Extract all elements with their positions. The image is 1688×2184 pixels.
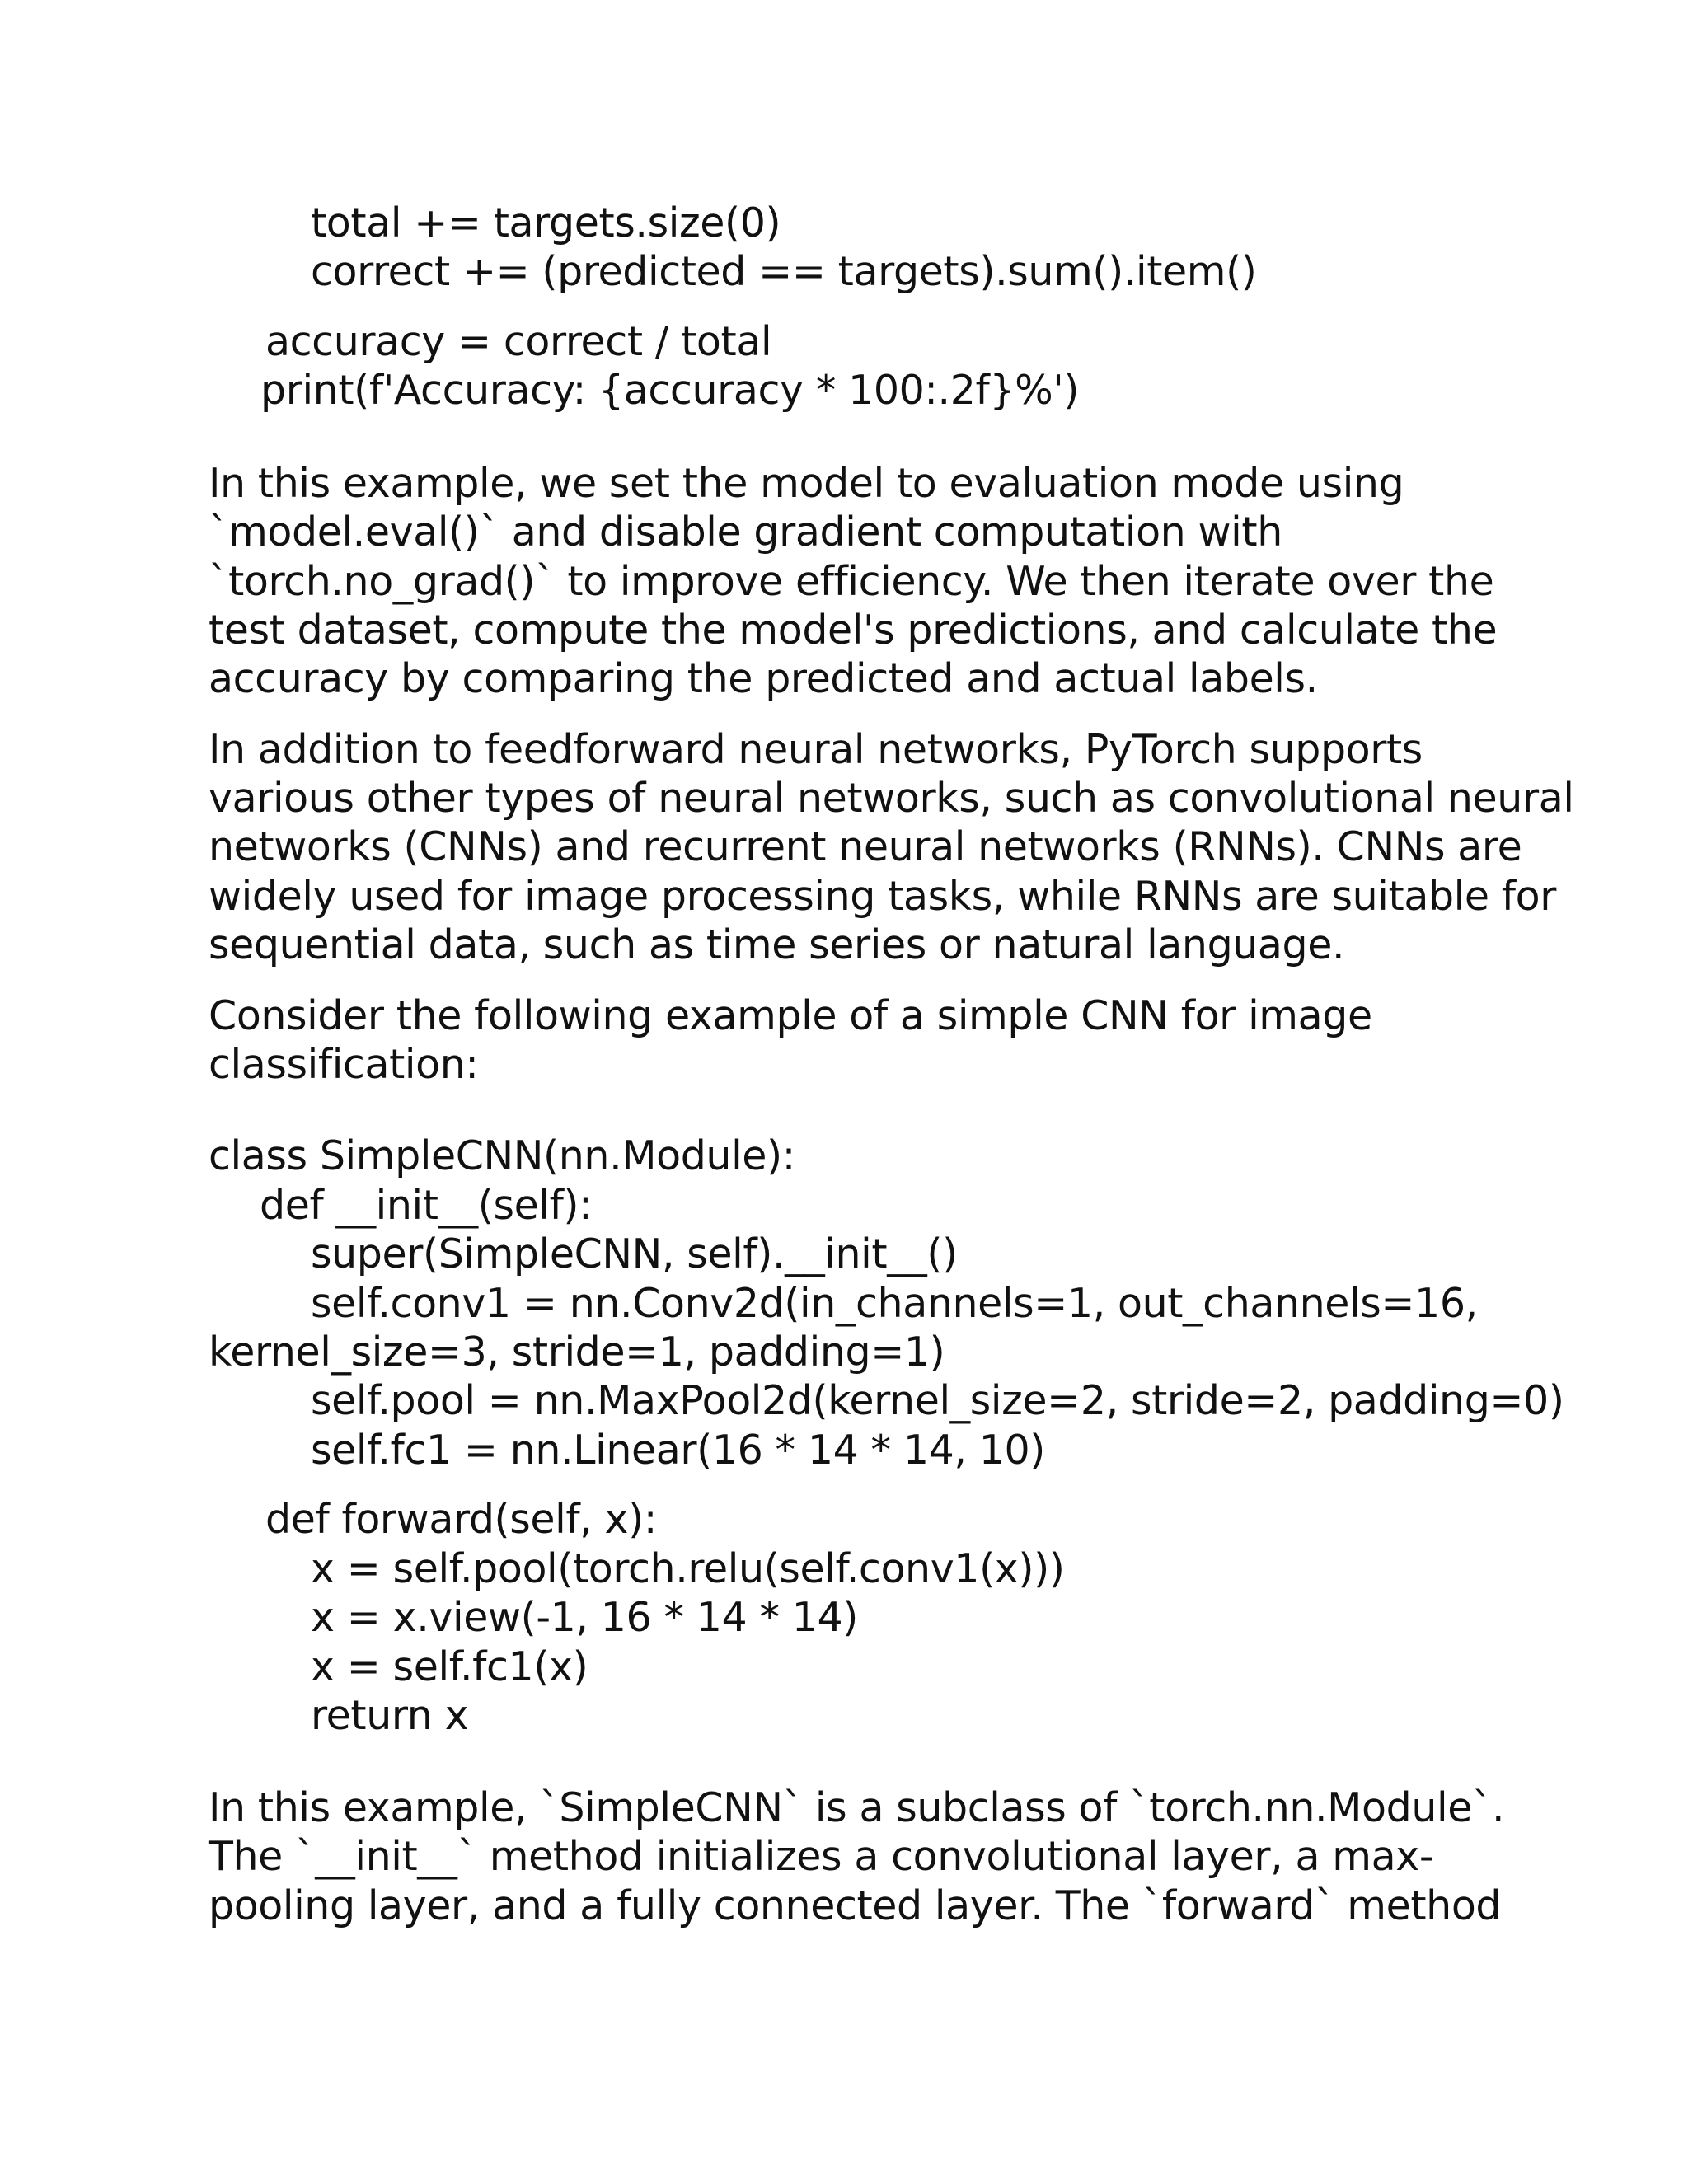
code-line: total += targets.size(0)	[311, 199, 781, 246]
code-line: print(f'Accuracy: {accuracy * 100:.2f}%')	[260, 367, 1080, 414]
code-line: self.conv1 = nn.Conv2d(in_channels=1, out_channels=16,	[311, 1280, 1478, 1327]
code-line: class SimpleCNN(nn.Module):	[209, 1132, 795, 1179]
code-line: def __init__(self):	[260, 1182, 593, 1229]
code-line: super(SimpleCNN, self).__init__()	[311, 1230, 958, 1277]
code-line: x = x.view(-1, 16 * 14 * 14)	[311, 1594, 859, 1641]
paragraph-line: classification:	[209, 1041, 479, 1088]
paragraph-line: `torch.no_grad()` to improve efficiency. We then iterate over the	[209, 558, 1494, 605]
code-line: return x	[311, 1692, 469, 1739]
paragraph-line: widely used for image processing tasks, while RNNs are suitable for	[209, 873, 1556, 920]
paragraph-line: In this example, `SimpleCNN` is a subclass of `torch.nn.Module`.	[209, 1784, 1505, 1831]
paragraph-line: Consider the following example of a simple CNN for image	[209, 992, 1372, 1039]
code-line: x = self.pool(torch.relu(self.conv1(x)))	[311, 1545, 1065, 1592]
paragraph-line: `model.eval()` and disable gradient computation with	[209, 509, 1282, 555]
paragraph-line: In addition to feedforward neural networks, PyTorch supports	[209, 726, 1423, 773]
paragraph-line: test dataset, compute the model's predictions, and calculate the	[209, 607, 1498, 654]
paragraph-line: In this example, we set the model to evaluation mode using	[209, 460, 1404, 507]
code-line: correct += (predicted == targets).sum().item()	[311, 248, 1257, 295]
code-line: accuracy = correct / total	[265, 318, 772, 365]
paragraph-line: networks (CNNs) and recurrent neural networks (RNNs). CNNs are	[209, 823, 1522, 870]
paragraph-line: sequential data, such as time series or natural language.	[209, 921, 1345, 968]
paragraph-line: various other types of neural networks, such as convolutional neural	[209, 775, 1574, 822]
code-line: x = self.fc1(x)	[311, 1643, 588, 1690]
code-line: def forward(self, x):	[265, 1496, 657, 1543]
paragraph-line: The `__init__` method initializes a convolutional layer, a max-	[209, 1833, 1434, 1880]
code-line: self.pool = nn.MaxPool2d(kernel_size=2, stride=2, padding=0)	[311, 1377, 1564, 1424]
code-line: self.fc1 = nn.Linear(16 * 14 * 14, 10)	[311, 1427, 1045, 1474]
code-line: kernel_size=3, stride=1, padding=1)	[209, 1329, 945, 1376]
paragraph-line: pooling layer, and a fully connected layer. The `forward` method	[209, 1882, 1502, 1929]
paragraph-line: accuracy by comparing the predicted and actual labels.	[209, 655, 1318, 702]
